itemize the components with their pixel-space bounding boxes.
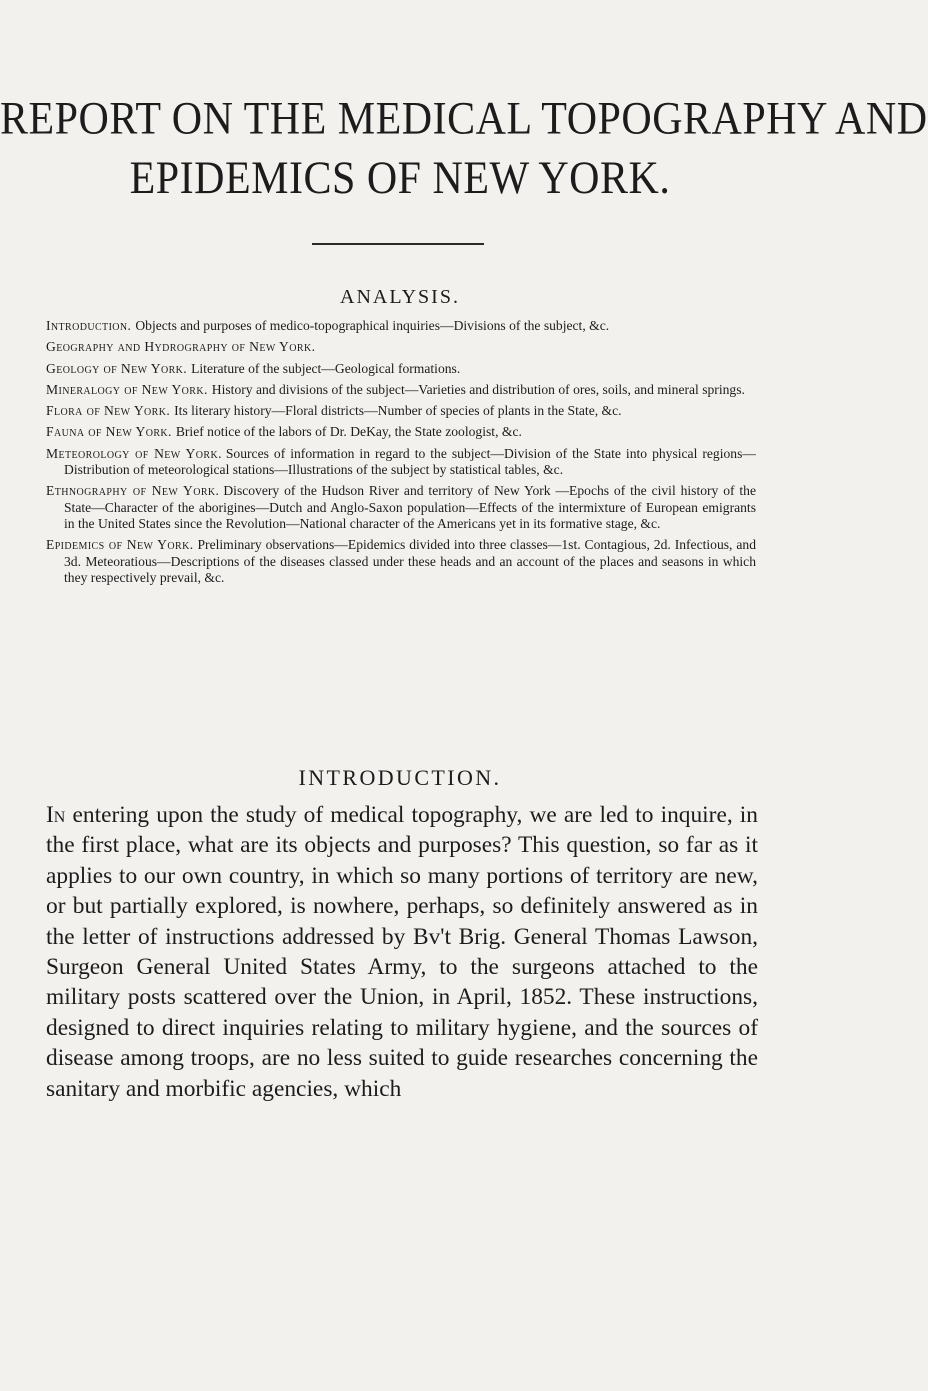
entry-text: History and divisions of the subject—Varieties and distribution of ores, soils, and mineral springs. <box>211 381 745 397</box>
analysis-entry <box>46 483 756 532</box>
analysis-entry <box>46 403 756 419</box>
entry-head: Mineralogy of New York. <box>46 381 208 397</box>
entry-head: Flora of New York. <box>46 403 171 419</box>
title-line-2: EPIDEMICS OF NEW YORK. <box>129 152 671 205</box>
entry-head: Geography and Hydrography of New York. <box>46 339 316 355</box>
entry-head: Epidemics of New York. <box>46 537 194 553</box>
entry-head: Introduction. <box>46 318 132 333</box>
analysis-entry <box>46 382 756 398</box>
entry-text: Sources of information in regard to the subject—Division of the State into physical regions—Distribution of meteorological stations—Illustrations of the subject by statistical tables, &c. <box>64 445 756 478</box>
title-divider <box>312 243 484 245</box>
analysis-heading: ANALYSIS. <box>340 286 460 308</box>
entry-text: Its literary history—Floral districts—Number of species of plants in the State, &c. <box>174 403 622 419</box>
analysis-list <box>46 318 756 591</box>
analysis-entry <box>46 318 756 334</box>
entry-head: Geology of New York. <box>46 360 188 376</box>
analysis-entry <box>46 339 756 355</box>
title-line-1: REPORT ON THE MEDICAL TOPOGRAPHY AND <box>0 93 928 145</box>
entry-head: Meteorology of New York. <box>46 445 222 461</box>
entry-text: Preliminary observations—Epidemics divided into three classes—1st. Contagious, 2d. Infectious, and 3d. Meteoratious—Descriptions of the diseases classed under these heads and an account of the places and seasons in which they respectively prevail, &c. <box>64 537 756 585</box>
page-title <box>0 90 928 209</box>
introduction-paragraph <box>46 800 758 1104</box>
entry-text: Literature of the subject—Geological formations. <box>191 360 461 376</box>
introduction-body: entering upon the study of medical topography, we are led to inquire, in the first place, what are its objects and purposes? This question, so far as it applies to our own country, in which so many portions of territory are new, or but partially explored, is nowhere, perhaps, so definitely answered as in the letter of instructions addressed by Bv't Brig. General Thomas Lawson, Surgeon General United States Army, to the surgeons attached to the military posts scattered over the Union, in April, 1852. These instructions, designed to direct inquiries relating to military hygiene, and the sources of disease among troops, are no less suited to guide researches concerning the sanitary and morbific agencies, which <box>46 802 758 1102</box>
analysis-entry <box>46 446 756 479</box>
entry-head: Fauna of New York. <box>46 424 172 440</box>
analysis-entry <box>46 361 756 377</box>
entry-text: Brief notice of the labors of Dr. DeKay, the State zoologist, &c. <box>175 424 522 440</box>
entry-head: Ethnography of New York. <box>46 483 220 499</box>
analysis-entry <box>46 424 756 440</box>
entry-text: Discovery of the Hudson River and territory of New York —Epochs of the civil history of the State—Character of the aborigines—Dutch and Anglo-Saxon population—Effects of the intermixture of European emigrants in the United States since the Revolution—National character of the Americans yet in its formative stage, &c. <box>64 483 756 531</box>
analysis-entry <box>46 537 756 586</box>
entry-text: Objects and purposes of medico-topographical inquiries—Divisions of the subject, &c. <box>135 318 610 333</box>
introduction-lead: In <box>46 802 66 828</box>
introduction-heading: INTRODUCTION. <box>298 765 502 790</box>
